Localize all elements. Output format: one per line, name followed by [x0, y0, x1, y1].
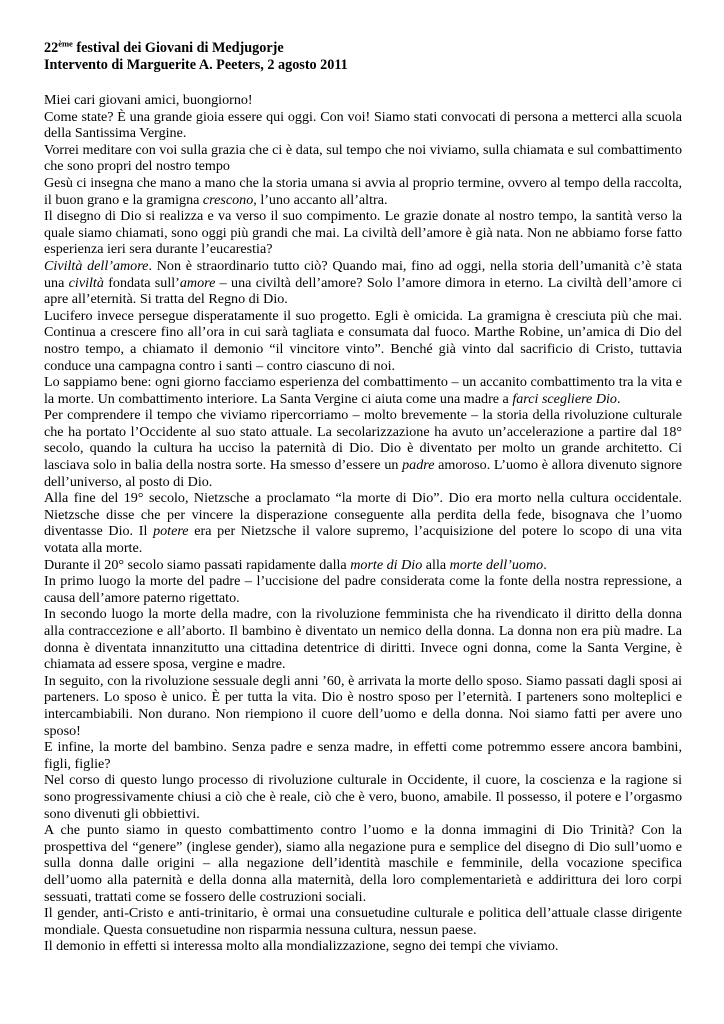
text-run: In secondo luogo la morte della madre, con la rivoluzione femminista che ha rivendicato il diritto della donna alla contraccezione e all’aborto. Il bambino è diventato un nemico della donna. La donna non era più madre. La donna è diventata innanzitutto una cittadina detentrice di diritti. Invece ogni donna, come la Santa Vergine, è chiamata ad essere sposa, vergine e madre.: [44, 606, 682, 673]
text-run: , l’uno accanto all’altra.: [253, 191, 388, 208]
italic-text: morte di Dio: [350, 556, 423, 573]
text-run: In seguito, con la rivoluzione sessuale degli anni ’60, è arrivata la morte dello sposo. Siamo passati dagli sposi ai parteners. Lo sposo è unico. È per tutta la vita. Dio è nostro sposo per l’eternità. I parteners sono molteplici e intercambiabili. Non durano. Non riempiono il cuore dell’uomo e della donna. Noi siamo fatti per avere uno sposo!: [44, 672, 682, 739]
italic-text: crescono: [202, 191, 254, 208]
paragraph: [44, 92, 682, 109]
text-run: Miei cari giovani amici, buongiorno!: [44, 92, 253, 108]
paragraph: [44, 822, 682, 905]
paragraph: [44, 938, 682, 955]
text-run: alla: [422, 556, 450, 573]
text-run: In primo luogo la morte del padre – l’uccisione del padre considerata come la fonte della nostra repressione, a causa dell’amore paterno rigettato.: [44, 573, 682, 606]
text-run: A che punto siamo in questo combattimento contro l’uomo e la donna immagini di Dio Trinità? Con la prospettiva del “genere” (inglese gender), siamo alla negazione pura e semplice del disegno di Dio sull’uomo e sulla donna dalle origini – alla negazione dell’identità maschile e femminile, della vocazione specifica dell’uomo alla paternità e della donna alla maternità, della loro complementarietà e addirittura dei loro corpi sessuati, trattati come se fossero delle costruzioni sociali.: [44, 822, 682, 905]
text-run: – una civiltà dell’amore? Solo l’amore dimora in eterno. La civiltà dell’amore ci apre all’eternità. Si tratta del Regno di Dio.: [44, 274, 682, 308]
paragraph: [44, 739, 682, 772]
text-run: .: [543, 556, 547, 573]
italic-text: farci scegliere Dio: [512, 390, 617, 407]
text-run: Lo sappiamo bene: ogni giorno facciamo esperienza del combattimento – un accanito combattimento tra la vita e la morte. Un combattimento interiore. La Santa Vergine ci aiuta come una madre a: [44, 374, 682, 407]
italic-text: potere: [153, 523, 189, 540]
text-run: E infine, la morte del bambino. Senza padre e senza madre, in effetti come potremmo essere ancora bambini, figli, figlie?: [44, 739, 682, 772]
paragraph: [44, 557, 682, 574]
text-run: Nel corso di questo lungo processo di rivoluzione culturale in Occidente, il cuore, la coscienza e la ragione si sono progressivamente chiusi a ciò che è reale, ciò che è vero, buono, amabile. Il possesso, il potere e l’orgasmo sono divenuti gli obbiettivi.: [44, 772, 682, 822]
text-run: . Non è straordinario tutto ciò? Quando mai, fino ad oggi, nella storia dell’umanità c’è stata una: [44, 257, 682, 291]
italic-text: padre: [402, 457, 435, 474]
paragraph: [44, 606, 682, 672]
paragraph: [44, 109, 682, 142]
paragraph: [44, 407, 682, 490]
italic-text: Civiltà dell’amore: [44, 257, 149, 274]
paragraph: [44, 374, 682, 407]
paragraph: [44, 308, 682, 374]
text-run: Alla fine del 19° secolo, Nietzsche a proclamato “la morte di Dio”. Dio era morto nella cultura occidentale. Nietzsche disse che per vincere la disperazione conseguente alla perdita della fede, bisognava che l’uomo diventasse Dio. Il: [44, 490, 682, 540]
text-run: Vorrei meditare con voi sulla grazia che ci è data, sul tempo che noi viviamo, sulla chiamata e sul combattimento che sono propri del nostro tempo: [44, 141, 682, 175]
paragraph: [44, 905, 682, 938]
document-body: [44, 92, 682, 955]
paragraph: [44, 258, 682, 308]
paragraph: [44, 142, 682, 175]
paragraph: [44, 673, 682, 739]
text-run: Lucifero invece persegue disperatamente il suo progetto. Egli è omicida. La gramigna è cresciuta più che mai. Continua a crescere fino all’ora in cui sarà tagliata e consumata dal fuoco. Marthe Robine, un’amica di Dio del nostro tempo, a chiamato il demonio “il vincitore vinto”. Benché già vinto dal sacrificio di Cristo, tuttavia conduce una campagna contro i santi – contro ciascuno di noi.: [44, 307, 682, 374]
italic-text: civiltà: [68, 274, 104, 291]
italic-text: amore: [179, 274, 216, 291]
document-title: [44, 40, 682, 57]
text-run: .: [616, 390, 621, 407]
text-run: Il demonio in effetti si interessa molto alla mondializzazione, segno dei tempi che viviamo.: [44, 938, 559, 955]
text-run: Il disegno di Dio si realizza e va verso il suo compimento. Le grazie donate al nostro tempo, la santità verso la quale siamo chiamati, sono oggi più grandi che mai. La civiltà dell’amore è già nata. Non ne abbiamo forse fatto esperienza ieri sera durante l’eucarestia?: [44, 208, 682, 258]
text-run: Come state? È una grande gioia essere qui oggi. Con voi! Siamo stati convocati di persona a metterci alla scuola della Santissima Vergine.: [44, 108, 682, 142]
text-run: amoroso. L’uomo è allora divenuto signore dell’universo, al posto di Dio.: [44, 457, 682, 490]
title-superscript: ème: [58, 38, 73, 49]
paragraph: [44, 772, 682, 822]
text-run: era per Nietzsche il valore supremo, l’acquisizione del potere lo scopo di una vita votata alla morte.: [44, 523, 682, 557]
text-run: Per comprendere il tempo che viviamo ripercorriamo – molto brevemente – la storia della rivoluzione culturale che ha portato l’Occidente al suo stato attuale. La secolarizzazione ha avuto un’accelerazione a partire dal 18° secolo, quando la cultura ha ucciso la paternità di Dio. Dio è diventato per molto un grande architetto. Ci lasciava solo in balia della nostra sorte. Ha smesso d’essere un: [44, 407, 682, 474]
text-run: Gesù ci insegna che mano a mano che la storia umana si avvia al proprio termine, ovvero al tempo della raccolta, il buon grano e la gramigna: [44, 174, 682, 208]
text-run: Durante il 20° secolo siamo passati rapidamente dalla: [44, 556, 351, 573]
paragraph: [44, 175, 682, 208]
title-text: festival dei Giovani di Medjugorje: [72, 40, 284, 56]
text-run: fondata sull’: [103, 274, 180, 291]
paragraph: [44, 573, 682, 606]
document-subtitle: Intervento di Marguerite A. Peeters, 2 agosto 2011: [44, 57, 348, 73]
text-run: Il gender, anti-Cristo e anti-trinitario, è ormai una consuetudine culturale e politica dell’attuale classe dirigente mondiale. Questa consuetudine non risparmia nessuna cultura, nessun paese.: [44, 905, 682, 938]
title-number: 22: [44, 40, 59, 56]
paragraph: [44, 490, 682, 556]
paragraph: [44, 208, 682, 258]
italic-text: morte dell’uomo: [449, 556, 544, 573]
